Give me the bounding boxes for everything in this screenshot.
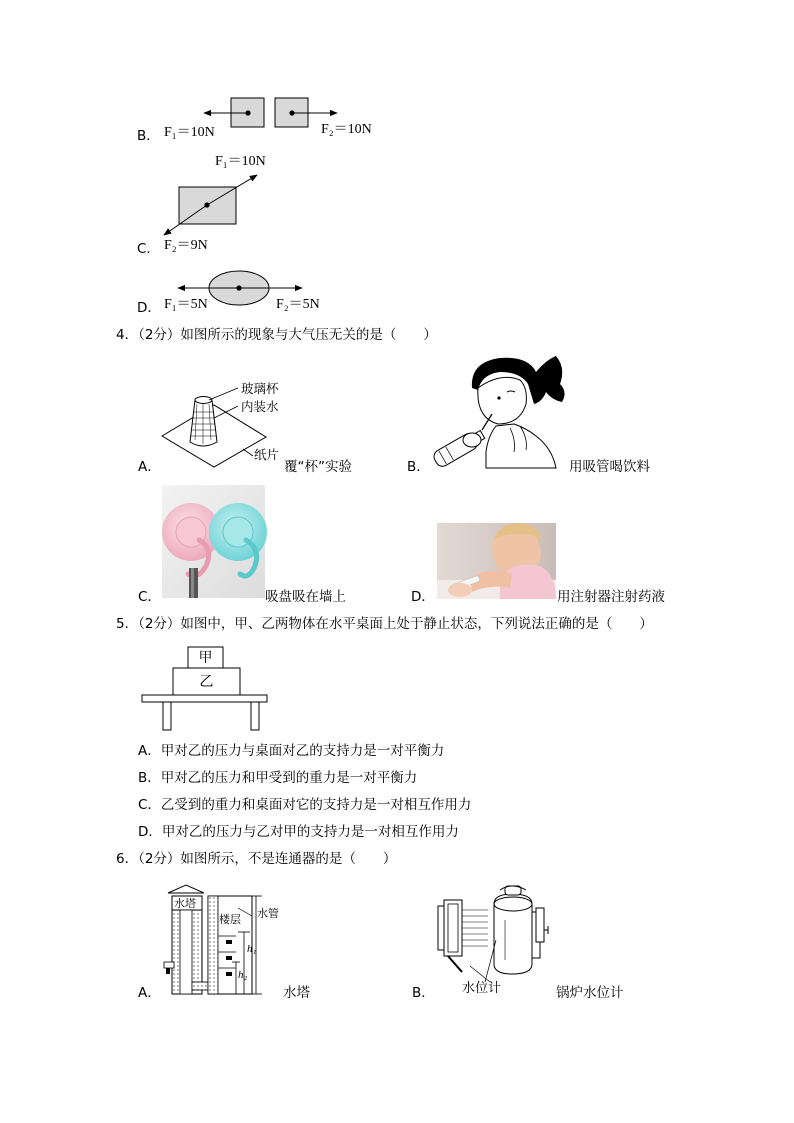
force-label-f1: F₁＝10N xyxy=(164,125,215,140)
h2-label: h₂ xyxy=(238,969,248,981)
paper-label: 纸片 xyxy=(254,447,280,462)
option-letter: D． xyxy=(411,589,435,605)
option-letter: D． xyxy=(137,300,161,316)
h1-label: h₁ xyxy=(247,943,257,955)
force-label-f2: F₂＝9N xyxy=(164,238,208,253)
question-6-stem: 6．（2分）如图所示，不是连通器的是（ ） xyxy=(116,851,397,867)
option-caption: 水塔 xyxy=(283,985,310,1001)
force-label-f1: F₁＝5N xyxy=(164,297,208,312)
force-label-f1: F₁＝10N xyxy=(215,154,266,169)
option-letter: B． xyxy=(407,459,430,475)
option-caption: 用注射器注射药液 xyxy=(557,589,665,605)
q5-option-c: C．乙受到的重力和桌面对它的支持力是一对相互作用力 xyxy=(138,797,472,813)
option-letter: B． xyxy=(412,985,435,1001)
tower-label: 水塔 xyxy=(174,897,196,910)
option-caption: 吸盘吸在墙上 xyxy=(265,589,346,605)
question-5-stem: 5．（2分）如图中，甲、乙两物体在水平桌面上处于静止状态，下列说法正确的是（ ） xyxy=(116,616,653,632)
force-label-f2: F₂＝10N xyxy=(321,122,372,137)
option-caption: 覆“杯”实验 xyxy=(284,459,352,475)
option-letter: A． xyxy=(138,459,161,475)
block-jia-label: 甲 xyxy=(198,650,213,666)
pipe-label: 水管 xyxy=(257,907,279,920)
block-yi-label: 乙 xyxy=(199,674,214,690)
question-4-stem: 4．（2分）如图所示的现象与大气压无关的是（ ） xyxy=(116,327,437,343)
cup-label: 玻璃杯 xyxy=(241,381,279,396)
option-letter: C． xyxy=(138,589,161,605)
force-label-f2: F₂＝5N xyxy=(276,297,320,312)
q5-option-d: D．甲对乙的压力与乙对甲的支持力是一对相互作用力 xyxy=(138,824,459,840)
water-gauge-label: 水位计 xyxy=(462,981,502,996)
q5-option-b: B．甲对乙的压力和甲受到的重力是一对平衡力 xyxy=(138,770,418,786)
option-letter: B． xyxy=(137,128,160,144)
option-letter: A． xyxy=(138,985,161,1001)
option-caption: 锅炉水位计 xyxy=(556,985,624,1001)
option-caption: 用吸管喝饮料 xyxy=(569,459,650,475)
floor-label: 楼层 xyxy=(219,913,241,926)
option-letter: C． xyxy=(137,241,160,257)
water-label: 内装水 xyxy=(241,399,279,414)
q5-option-a: A．甲对乙的压力与桌面对乙的支持力是一对平衡力 xyxy=(138,743,445,759)
